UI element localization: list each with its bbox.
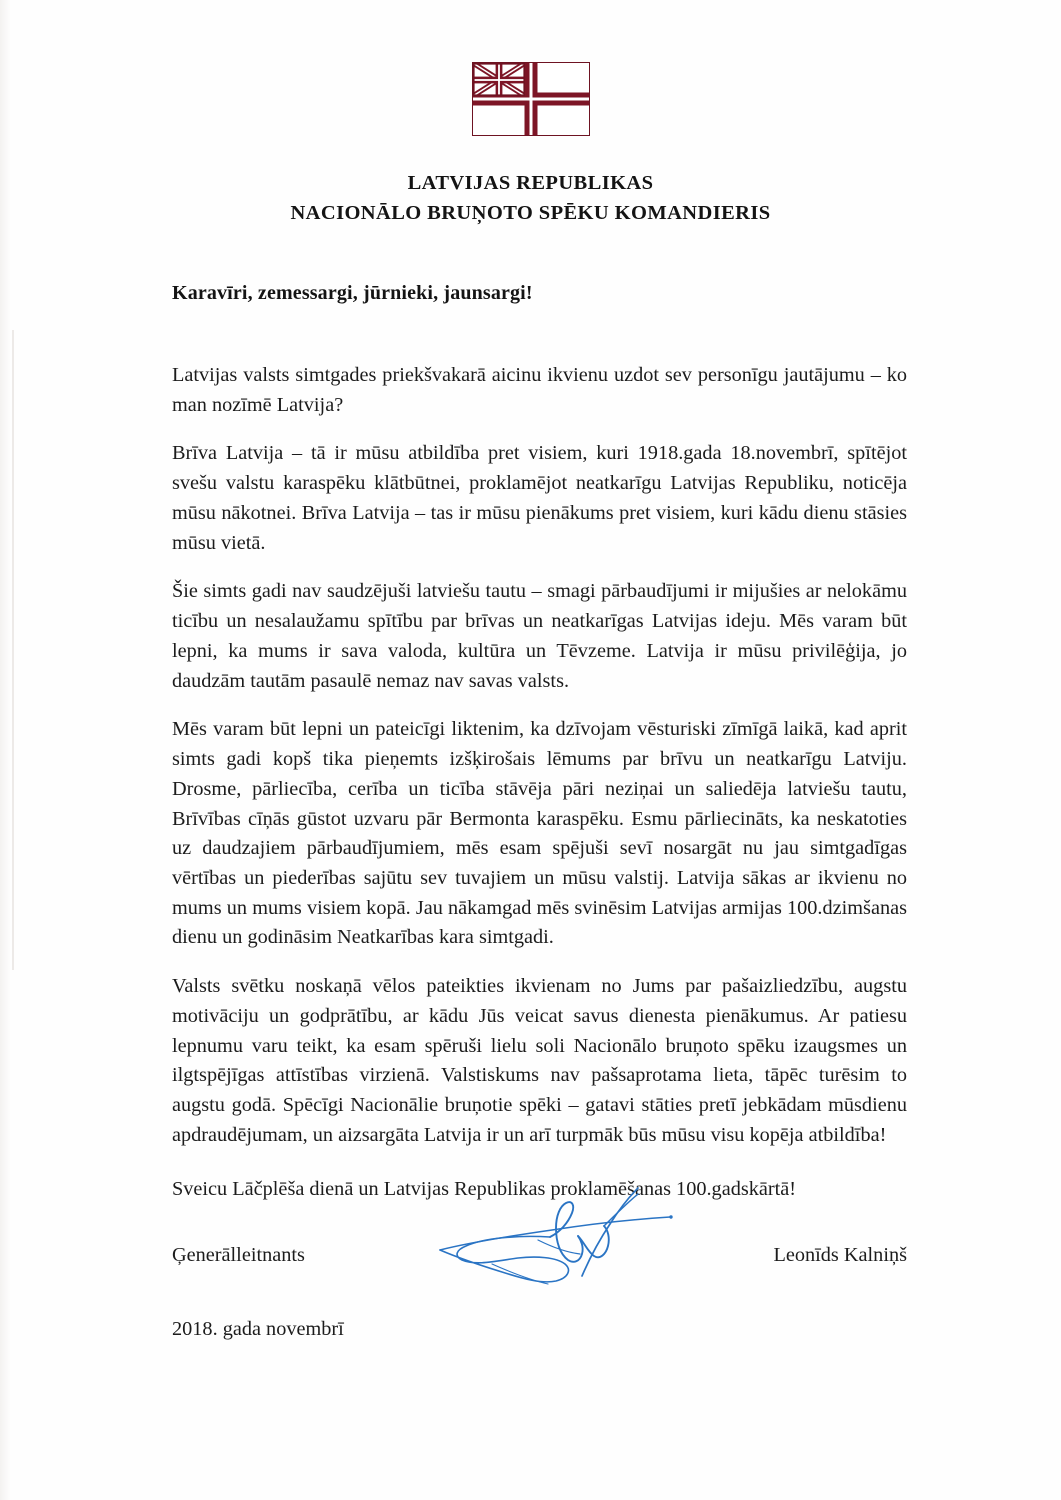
letterhead-line-2: NACIONĀLO BRUŅOTO SPĒKU KOMANDIERIS <box>290 202 771 225</box>
closing-line: Sveicu Lāčplēša dienā un Latvijas Republikas proklamēšanas 100.gadskārtā! <box>172 1177 797 1200</box>
body-paragraph: Brīva Latvija – tā ir mūsu atbildība pret visiem, kuri 1918.gada 18.novembrī, spītējot svešu valstu karaspēku klātbūtnei, proklamējot neatkarīgu Latvijas Republiku, noticēja mūsu nākotnei. Brīva Latvija – tas ir mūsu pienākums pret visiem, kuri kādu dienu stāsies mūsu vietā. <box>172 442 907 554</box>
letterhead-line-1: LATVIJAS REPUBLIKAS <box>407 172 654 194</box>
ensign-cross-horizontal-inner <box>473 98 589 101</box>
ensign-canton <box>473 63 525 96</box>
body-paragraph: Mēs varam būt lepni un pateicīgi liktenim, ka dzīvojam vēsturiski zīmīgā laikā, kad aprit simts gadi kopš tika pieņemts izšķirošais lēmums par brīvu un neatkarīgu Latviju. Drosme, pārliecība, cerība un ticība stāvēja pāri neziņai un saliedēja latviešu tautu, Brīvības cīņās gūstot uzvaru pār Bermonta karaspēku. Esmu pārliecināts, ka neskatoties uz daudzajiem pārbaudījumiem, mēs esam spējuši sevī nosargāt nu jau simtgadīgas vērtības un piederības sajūtu sev tuvajiem un mūsu valstij. Latvija sākas ar ikvienu no mums un mums visiem kopā. Jau nākamgad mēs svinēsim Latvijas armijas 100.dzimšanas dienu un godināsim Neatkarības kara simtgadi. <box>172 718 907 949</box>
signatory-rank: Ģenerālleitnants <box>172 1244 305 1266</box>
body-paragraph: Šie simts gadi nav saudzējuši latviešu tautu – smagi pārbaudījumi ir mijušies ar nelokāmu ticību un nesalaužamu spītību par brīvas un neatkarīgas Latvijas ideju. Mēs varam būt lepni, ka mums ir sava valoda, kultūra un Tēvzeme. Latvija ir mūsu privilēģija, jo daudzām tautām pasaulē nemaz nav savas valsts. <box>172 580 907 692</box>
scan-fold-line <box>12 330 14 970</box>
signatory-name: Leonīds Kalniņš <box>773 1244 907 1266</box>
signature-block <box>172 1232 907 1292</box>
letter-date: 2018. gada novembrī <box>172 1318 344 1340</box>
letter-body <box>172 282 907 1204</box>
latvian-naval-ensign-icon <box>472 62 590 136</box>
body-paragraph: Latvijas valsts simtgades priekšvakarā aicinu ikvienu uzdot sev personīgu jautājumu – ko man nozīmē Latvija? <box>172 364 907 416</box>
body-paragraph: Valsts svētku noskaņā vēlos pateikties ikvienam no Jums par pašaizliedzību, augstu motivāciju un godprātību, ar kādu Jūs veicat savus dienesta pienākumus. Ar patiesu lepnumu varu teikt, ka esam spēruši lielu soli Nacionālo bruņoto spēku izaugsmes un ilgtspējīgas attīstības virzienā. Valstiskums nav pašsaprotama lieta, tāpēc turēsim to augstu godā. Spēcīgi Nacionālie bruņotie spēki – gatavi stāties pretī jebkādam mūsdienu apdraudējumam, un aizsargāta Latvija ir un arī turpmāk būs mūsu visu kopēja atbildība! <box>172 975 907 1146</box>
letterhead-title <box>0 168 1061 229</box>
salutation: Karavīri, zemessargi, jūrnieki, jaunsargi! <box>172 282 533 304</box>
emblem-container <box>0 62 1061 141</box>
